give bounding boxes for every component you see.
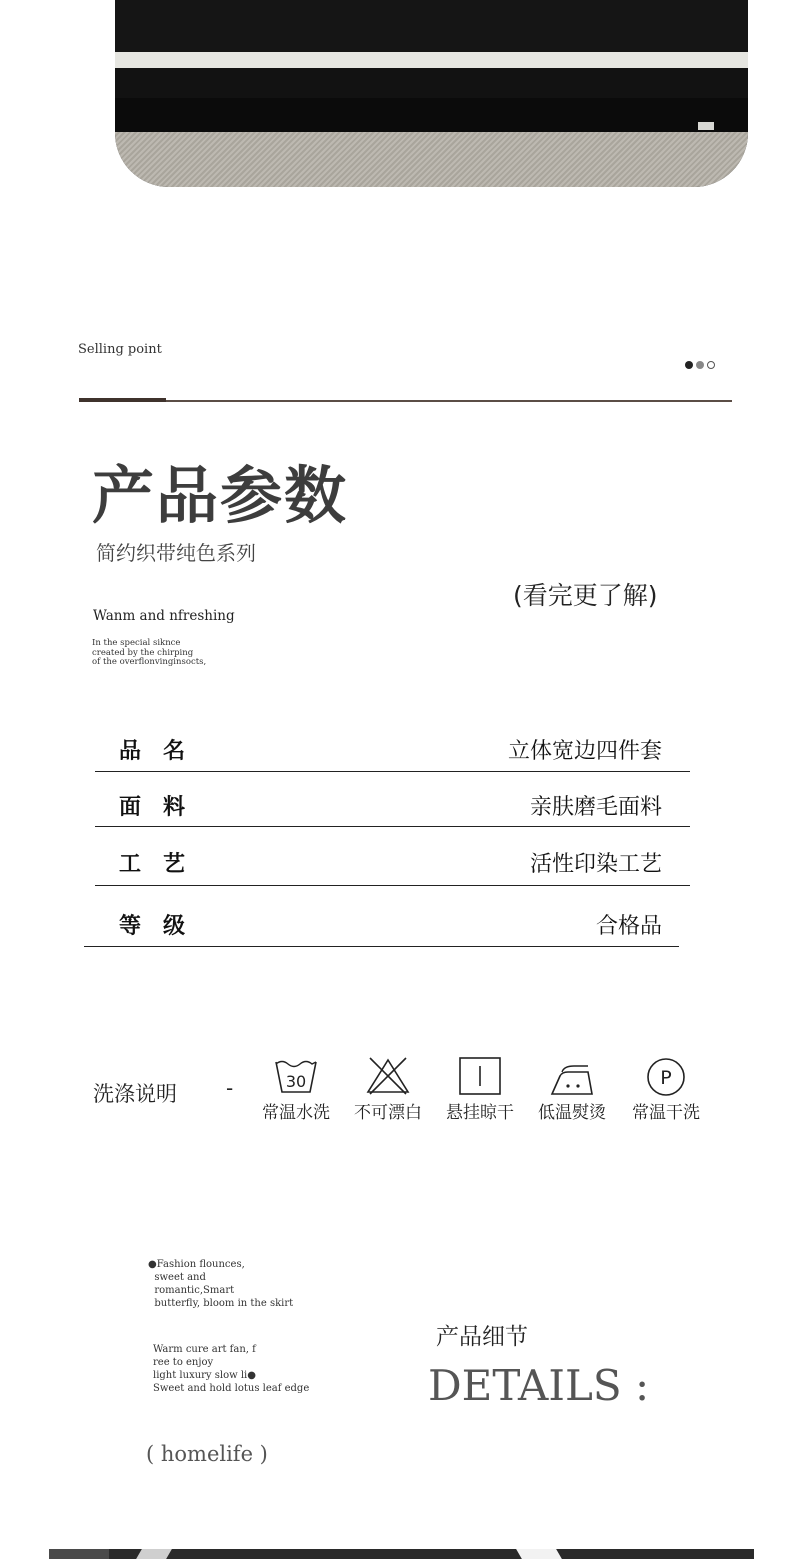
spec-label: 品名	[119, 739, 208, 764]
tagline: Wanm and nfreshing	[93, 608, 235, 624]
care-item-no-bleach	[340, 1056, 436, 1123]
page-subtitle: 简约织带纯色系列	[96, 541, 256, 565]
white-band-trim	[115, 52, 748, 68]
care-label: 常温干洗	[632, 1103, 700, 1123]
details-heading-en: DETAILS :	[428, 1361, 650, 1410]
poem-line: created by the chirping	[92, 647, 194, 658]
iron-low-icon	[548, 1056, 596, 1096]
care-label: 不可漂白	[354, 1103, 422, 1123]
section-divider	[79, 400, 732, 402]
poem-line: In the special siknce	[92, 638, 181, 648]
carousel-dots[interactable]	[685, 361, 715, 369]
spec-value: 活性印染工艺	[529, 852, 662, 877]
care-label: 悬挂晾干	[446, 1103, 514, 1123]
spec-value: 亲肤磨毛面料	[529, 795, 662, 820]
homelife-label: ( homelife )	[146, 1442, 268, 1466]
care-item-hang-dry	[432, 1056, 528, 1123]
dot[interactable]	[696, 361, 704, 369]
poem-line: of the overflonvinginsocts,	[92, 657, 207, 667]
rug	[115, 132, 748, 187]
care-label: 低温熨烫	[538, 1103, 606, 1123]
spec-label: 面料	[119, 795, 208, 820]
care-item-iron-low	[524, 1056, 620, 1123]
no-bleach-icon	[364, 1056, 412, 1096]
spec-row-fabric	[95, 790, 690, 830]
fashion-line: ●Fashion flounces,	[148, 1259, 245, 1270]
svg-text:P: P	[660, 1067, 672, 1089]
care-item-dry-clean	[618, 1056, 714, 1123]
product-photo-top	[115, 0, 748, 187]
dot[interactable]	[707, 361, 715, 369]
selling-point-label: Selling point	[78, 342, 162, 357]
spec-value: 合格品	[595, 914, 662, 939]
spec-label: 等级	[119, 914, 208, 939]
fashion-text	[148, 1258, 293, 1310]
spec-row-grade	[84, 909, 679, 949]
section-divider-accent	[79, 398, 166, 402]
wash-dash: -	[226, 1076, 234, 1100]
wash-30-icon	[272, 1056, 320, 1096]
svg-text:30: 30	[285, 1072, 307, 1091]
product-photo-bottom	[49, 1549, 754, 1559]
spec-value: 立体宽边四件套	[507, 739, 662, 764]
dry-clean-icon	[642, 1056, 690, 1096]
fashion-line: romantic,Smart	[148, 1285, 235, 1296]
read-more-link[interactable]: (看完更了解)	[513, 581, 658, 610]
hang-dry-icon	[456, 1056, 504, 1096]
fashion-line: sweet and	[148, 1272, 206, 1283]
spec-row-name	[95, 734, 690, 774]
spec-row-craft	[95, 847, 690, 887]
page-title: 产品参数	[92, 459, 349, 532]
care-label: 常温水洗	[262, 1103, 330, 1123]
warm-line: light luxury slow li●	[153, 1370, 256, 1381]
warm-line: ree to enjoy	[153, 1357, 214, 1368]
fabric-tag	[698, 122, 714, 130]
small-poem-text	[92, 639, 206, 668]
care-item-wash	[248, 1056, 344, 1123]
spec-label: 工艺	[119, 852, 208, 877]
warm-line: Warm cure art fan, f	[153, 1344, 256, 1355]
details-heading-cn: 产品细节	[436, 1324, 528, 1350]
dot-active[interactable]	[685, 361, 693, 369]
wash-instructions-label: 洗涤说明	[93, 1082, 177, 1106]
warm-line: Sweet and hold lotus leaf edge	[153, 1383, 310, 1394]
warm-cure-text	[153, 1343, 309, 1395]
fashion-line: butterfly, bloom in the skirt	[148, 1298, 294, 1309]
